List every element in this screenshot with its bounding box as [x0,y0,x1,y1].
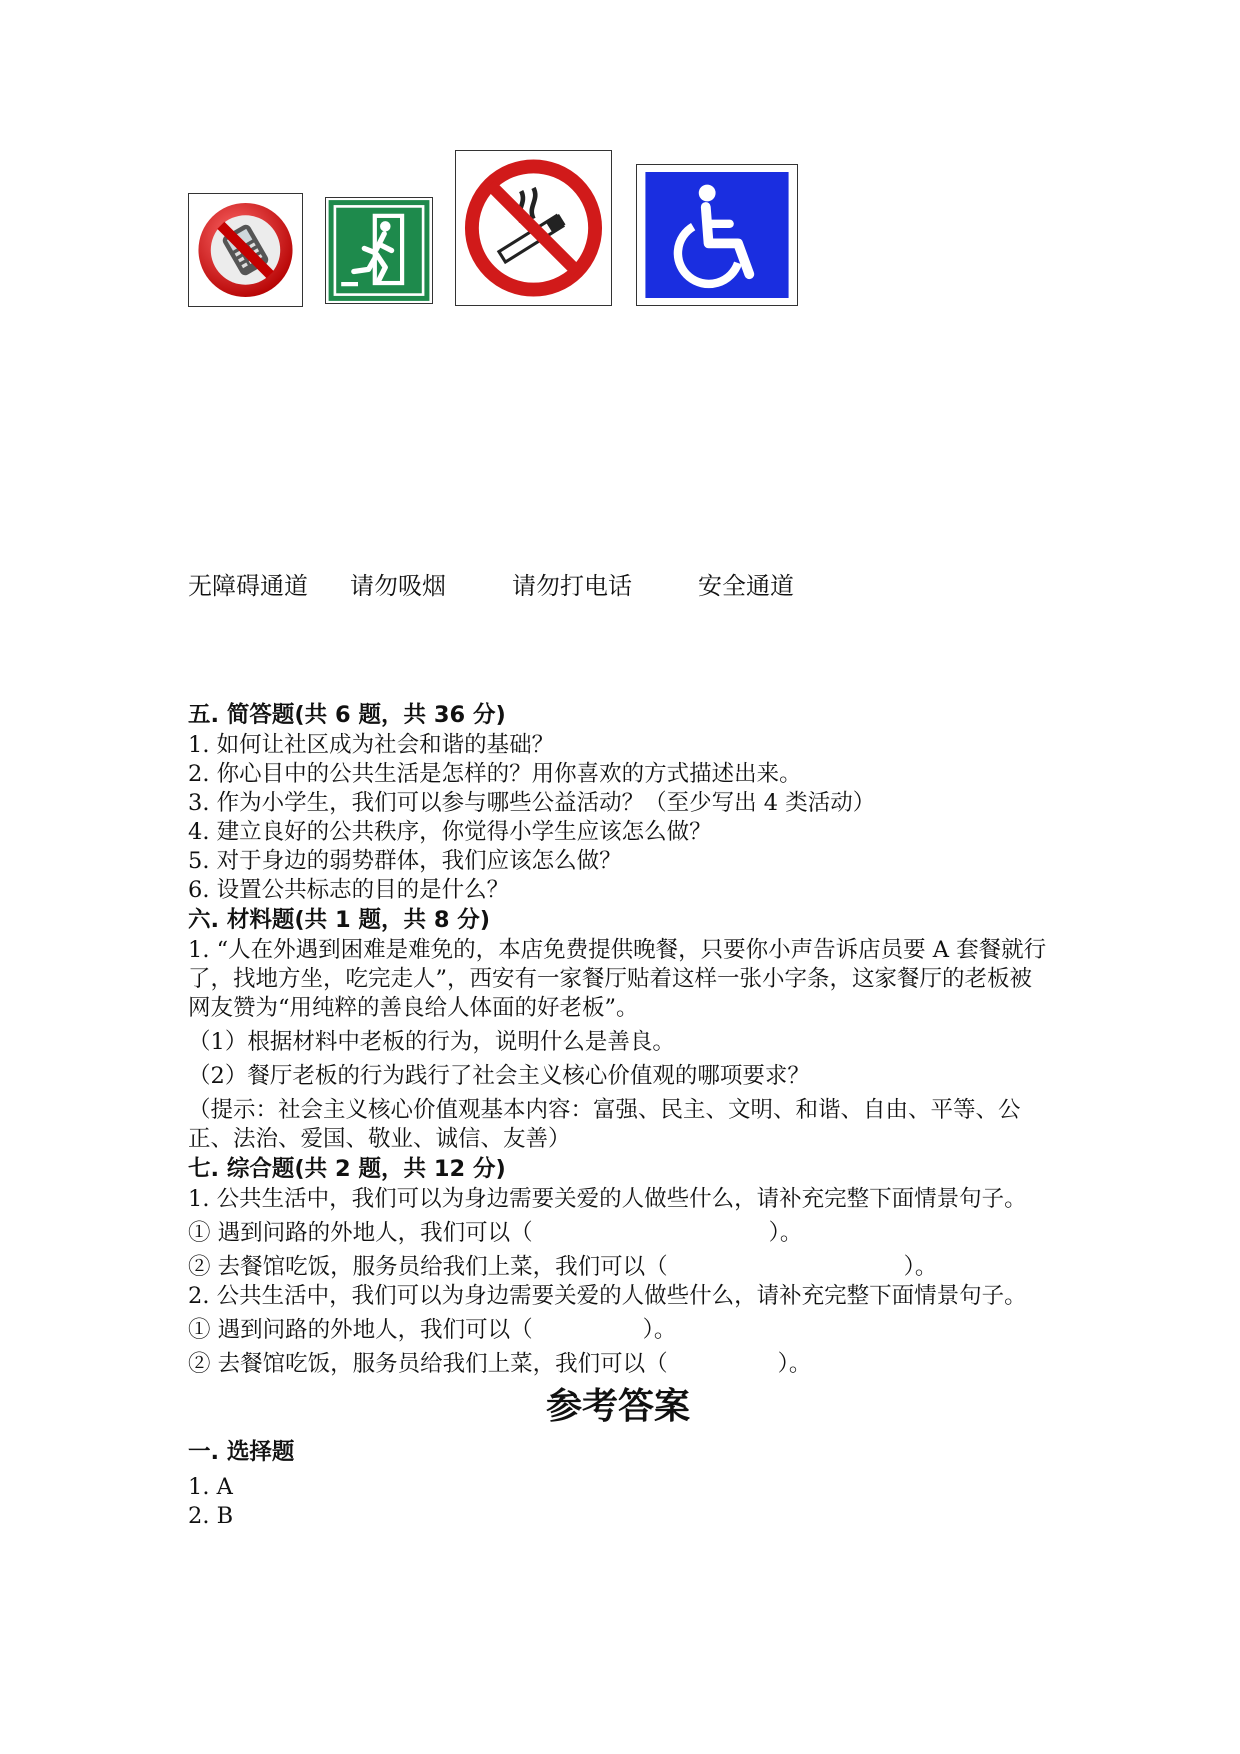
emergency-exit-sign-icon [326,198,432,303]
q1-a-end: ）。 [768,1220,803,1246]
q1-b-end: ）。 [903,1254,938,1280]
q2-a-end: ）。 [642,1317,677,1343]
q1-b-text: ② 去餐馆吃饭，服务员给我们上菜，我们可以（ [188,1254,668,1280]
wheelchair-accessible-sign-icon [637,165,797,305]
section5-question-2: 2. 你心目中的公共生活是怎样的？用你喜欢的方式描述出来。 [188,761,802,787]
section6-sub-question-2: （2）餐厅老板的行为践行了社会主义核心价值观的哪项要求？ [188,1063,810,1089]
section5-heading: 五. 简答题(共 6 题，共 36 分) [188,702,506,728]
section6-heading: 六. 材料题(共 1 题，共 8 分) [188,907,491,933]
answer-item-1: 1. A [188,1474,233,1500]
document-body [188,700,1048,1531]
emergency-exit-sign [325,197,433,304]
q2-a-text: ① 遇到问路的外地人，我们可以（ [188,1317,533,1343]
section7-heading: 七. 综合题(共 2 题，共 12 分) [188,1156,506,1182]
section7-q1-stem: 1. 公共生活中，我们可以为身边需要关爱的人做些什么，请补充完整下面情景句子。 [188,1186,1027,1212]
q2-b-text: ② 去餐馆吃饭，服务员给我们上菜，我们可以（ [188,1351,668,1377]
answers-section1-heading: 一. 选择题 [188,1439,295,1465]
no-phone-sign-icon [189,194,302,306]
sign-label-3: 请勿打电话 [512,572,632,600]
answer-item-2: 2. B [188,1503,234,1529]
section7-q1-item-b [188,1253,1048,1282]
sign-label-1: 无障碍通道 [188,572,308,600]
section6-sub-question-1: （1）根据材料中老板的行为，说明什么是善良。 [188,1029,675,1055]
section5-question-1: 1. 如何让社区成为社会和谐的基础？ [188,732,555,758]
section6-material: 1. “人在外遇到困难是难免的，本店免费提供晚餐，只要你小声告诉店员要 A 套餐就行了，找地方坐，吃完走人”，西安有一家餐厅贴着这样一张小字条，这家餐厅的老板被网友赞为“用纯粹的善良给人体面的好老板”。 [188,937,1047,1021]
section5-question-3: 3. 作为小学生，我们可以参与哪些公益活动？（至少写出 4 类活动） [188,790,876,816]
section5-question-6: 6. 设置公共标志的目的是什么？ [188,877,510,903]
no-smoking-sign [455,150,612,306]
section6-hint: （提示：社会主义核心价值观基本内容：富强、民主、文明、和谐、自由、平等、公正、法治、爱国、敬业、诚信、友善） [188,1097,1021,1152]
no-phone-sign [188,193,303,307]
section7-q2-item-a [188,1316,1048,1345]
section7-q1-item-a [188,1219,1048,1248]
q2-b-end: ）。 [777,1351,812,1377]
section7-q2-item-b [188,1350,1048,1379]
wheelchair-accessible-sign [636,164,798,306]
section5-question-4: 4. 建立良好的公共秩序，你觉得小学生应该怎么做？ [188,819,712,845]
sign-label-4: 安全通道 [698,572,794,600]
sign-label-2: 请勿吸烟 [350,572,446,600]
section7-q2-stem: 2. 公共生活中，我们可以为身边需要关爱的人做些什么，请补充完整下面情景句子。 [188,1283,1027,1309]
q1-a-text: ① 遇到问路的外地人，我们可以（ [188,1220,533,1246]
section5-question-5: 5. 对于身边的弱势群体，我们应该怎么做？ [188,848,622,874]
no-smoking-sign-icon [456,151,611,305]
answers-title: 参考答案 [545,1386,690,1427]
